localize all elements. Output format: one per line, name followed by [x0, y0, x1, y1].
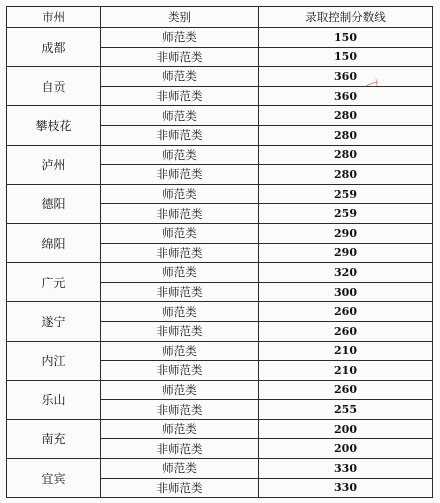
category-cell: 师范类 — [101, 28, 259, 48]
score-cell: 300 — [259, 282, 433, 302]
category-cell: 师范类 — [101, 341, 259, 361]
category-cell: 非师范类 — [101, 321, 259, 341]
city-cell: 遂宁 — [7, 302, 101, 341]
category-cell: 师范类 — [101, 67, 259, 87]
table-row — [7, 28, 433, 48]
table-row — [7, 459, 433, 479]
category-cell: 师范类 — [101, 263, 259, 283]
score-cell: 200 — [259, 439, 433, 459]
score-cell: 259 — [259, 184, 433, 204]
category-cell: 非师范类 — [101, 165, 259, 185]
table-header — [7, 7, 433, 28]
city-cell: 德阳 — [7, 184, 101, 223]
category-cell: 师范类 — [101, 223, 259, 243]
city-cell: 广元 — [7, 263, 101, 302]
category-cell: 非师范类 — [101, 204, 259, 224]
category-cell: 师范类 — [101, 459, 259, 479]
category-cell: 非师范类 — [101, 86, 259, 106]
score-cell: 259 — [259, 204, 433, 224]
score-cell: 290 — [259, 243, 433, 263]
category-cell: 师范类 — [101, 302, 259, 322]
score-cell: 280 — [259, 106, 433, 126]
table-row — [7, 223, 433, 243]
table-row — [7, 341, 433, 361]
category-cell: 师范类 — [101, 184, 259, 204]
score-cell: 255 — [259, 400, 433, 420]
score-cell: 280 — [259, 125, 433, 145]
score-cell: 360 — [259, 86, 433, 106]
score-cell: 290 — [259, 223, 433, 243]
score-cell: 280 — [259, 145, 433, 165]
category-cell: 非师范类 — [101, 361, 259, 381]
score-cell: 330 — [259, 459, 433, 479]
city-cell: 泸州 — [7, 145, 101, 184]
category-cell: 师范类 — [101, 145, 259, 165]
score-cell: 260 — [259, 302, 433, 322]
category-cell: 非师范类 — [101, 125, 259, 145]
category-cell: 师范类 — [101, 380, 259, 400]
score-cell: 150 — [259, 47, 433, 67]
table-row — [7, 106, 433, 126]
category-cell: 非师范类 — [101, 47, 259, 67]
table-row — [7, 263, 433, 283]
table-row — [7, 419, 433, 439]
city-cell: 绵阳 — [7, 223, 101, 262]
header-row — [7, 7, 433, 28]
table-row — [7, 67, 433, 87]
city-cell: 内江 — [7, 341, 101, 380]
score-cell: 210 — [259, 361, 433, 381]
city-cell: 成都 — [7, 28, 101, 67]
category-cell: 师范类 — [101, 106, 259, 126]
table-row — [7, 302, 433, 322]
table-body — [7, 28, 433, 498]
score-cell: 150 — [259, 28, 433, 48]
header-category: 类别 — [101, 7, 259, 28]
category-cell: 师范类 — [101, 419, 259, 439]
city-cell: 宜宾 — [7, 459, 101, 498]
score-cell: 200 — [259, 419, 433, 439]
score-cell: 360 — [259, 67, 433, 87]
header-score: 录取控制分数线 — [259, 7, 433, 28]
score-cell: 210 — [259, 341, 433, 361]
score-cell: 330 — [259, 478, 433, 498]
score-cell: 260 — [259, 380, 433, 400]
category-cell: 非师范类 — [101, 478, 259, 498]
table-row — [7, 184, 433, 204]
category-cell: 非师范类 — [101, 243, 259, 263]
score-cell: 280 — [259, 165, 433, 185]
score-cell: 260 — [259, 321, 433, 341]
city-cell: 攀枝花 — [7, 106, 101, 145]
city-cell: 南充 — [7, 419, 101, 458]
score-cell: 320 — [259, 263, 433, 283]
city-cell: 自贡 — [7, 67, 101, 106]
table-row — [7, 145, 433, 165]
category-cell: 非师范类 — [101, 400, 259, 420]
admission-score-table — [6, 6, 433, 498]
header-city: 市州 — [7, 7, 101, 28]
category-cell: 非师范类 — [101, 439, 259, 459]
category-cell: 非师范类 — [101, 282, 259, 302]
city-cell: 乐山 — [7, 380, 101, 419]
table-row — [7, 380, 433, 400]
